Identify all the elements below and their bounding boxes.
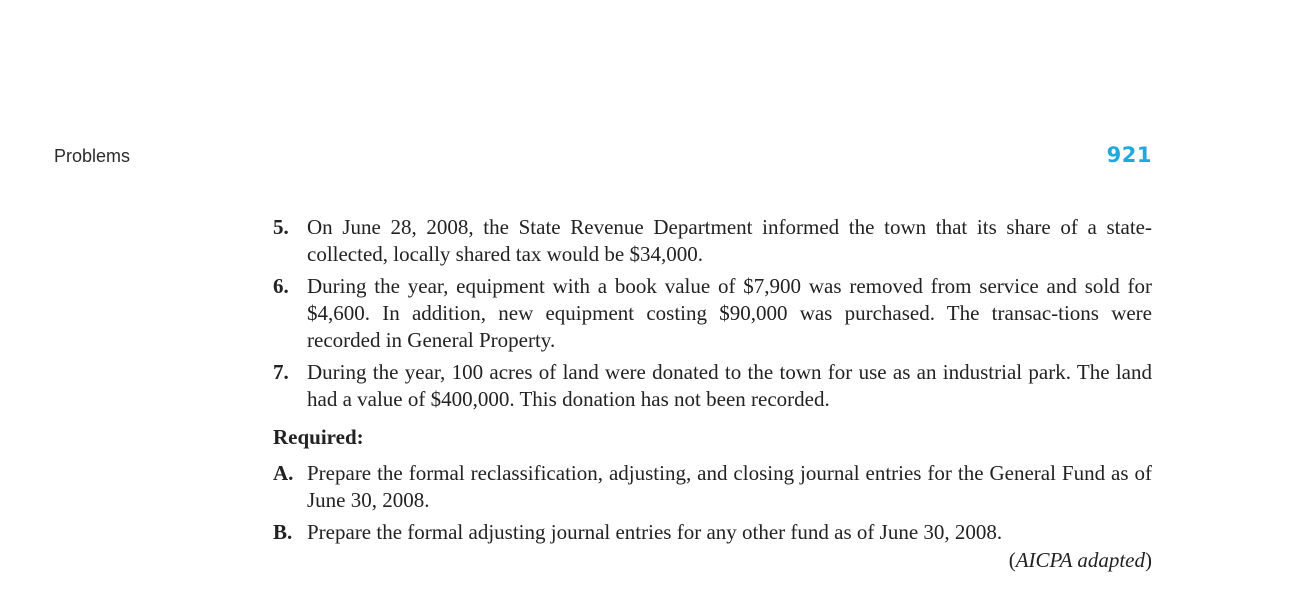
required-letter: A. [273,461,294,485]
problem-item-6 [273,273,1152,354]
problem-text-block [273,214,1152,574]
source-text: AICPA adapted [1015,548,1145,572]
problem-text: During the year, equipment with a book value of $7,900 was removed from service and sold for $4,600. In addition, new equipment costing $90,000 was purchased. The transac-tions were recorded in General Property. [307,274,1152,352]
source-close-paren: ) [1145,548,1152,572]
problem-text: During the year, 100 acres of land were donated to the town for use as an industrial park. The land had a value of $400,000. This donation has not been recorded. [307,360,1152,411]
page-number: 921 [1106,143,1152,167]
required-text: Prepare the formal adjusting journal entries for any other fund as of June 30, 2008. [307,520,1003,544]
problem-text: On June 28, 2008, the State Revenue Department informed the town that its share of a state-collected, locally shared tax would be $34,000. [307,215,1152,266]
problem-number: 5. [273,215,289,239]
required-heading: Required: [273,425,364,449]
source-note [273,547,1152,574]
required-item-a [273,460,1152,514]
section-label: Problems [54,146,131,166]
problem-number: 7. [273,360,289,384]
problem-item-7 [273,359,1152,413]
running-head [54,143,1152,169]
source-open-paren: ( [1008,548,1016,572]
problem-number: 6. [273,274,289,298]
required-letter: B. [273,520,293,544]
required-item-b [273,519,1152,546]
required-text: Prepare the formal reclassification, adjusting, and closing journal entries for the General Fund as of June 30, 2008. [307,461,1152,512]
problem-item-5 [273,214,1152,268]
